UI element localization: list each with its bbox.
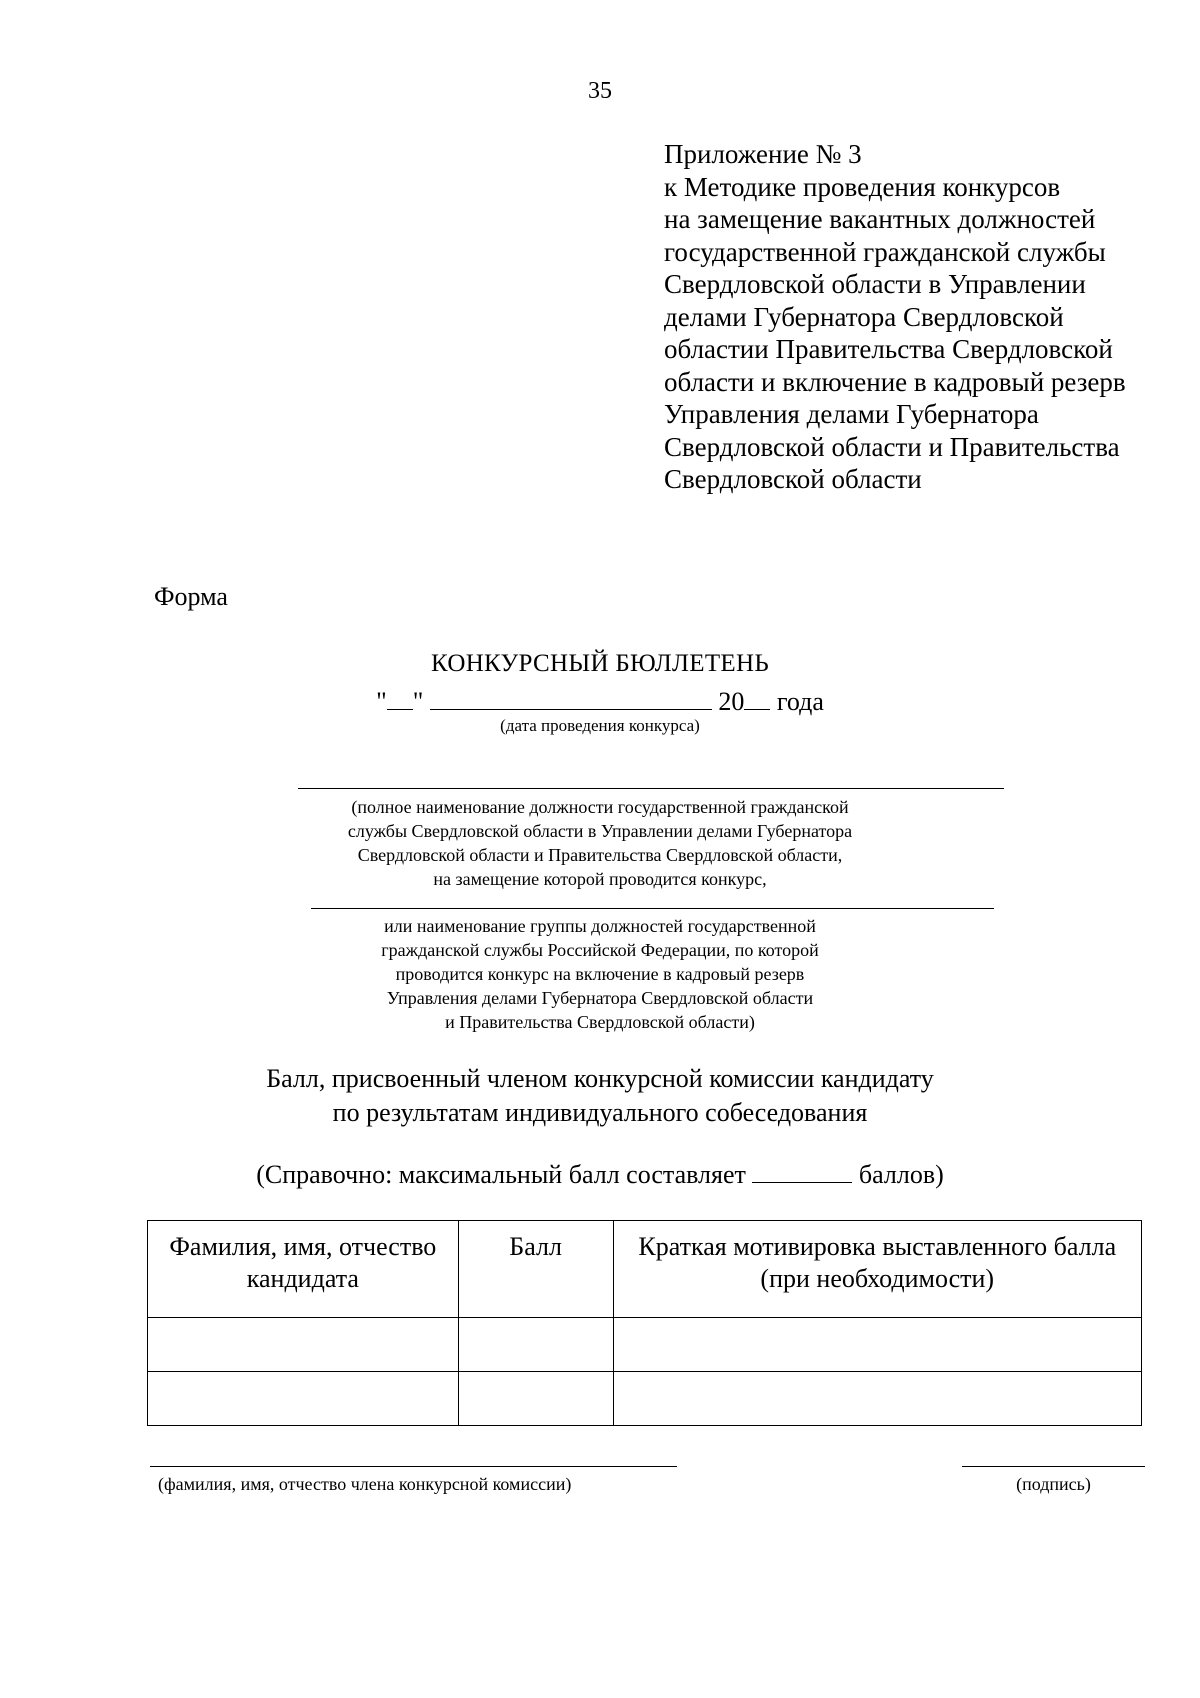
appendix-line: Свердловской области и Правительства (664, 431, 1120, 462)
appendix-block (664, 138, 1126, 496)
appendix-line: Управления делами Губернатора (664, 399, 1039, 429)
position-caption (0, 795, 1200, 891)
form-label: Форма (154, 582, 228, 611)
group-caption (0, 914, 1200, 1034)
group-caption-line: или наименование группы должностей государственной (384, 916, 816, 936)
header-motivation: Краткая мотивировка выставленного балла (при необходимости) (613, 1221, 1141, 1318)
member-name-caption: (фамилия, имя, отчество члена конкурсной комиссии) (158, 1474, 572, 1494)
header-score: Балл (458, 1221, 613, 1318)
appendix-line: государственной гражданской службы (664, 236, 1106, 267)
date-year: 20 (718, 687, 745, 716)
header-candidate-name: Фамилия, имя, отчество кандидата (148, 1221, 459, 1318)
position-caption-line: на замещение которой проводится конкурс, (433, 869, 767, 889)
date-suffix: года (776, 687, 824, 716)
appendix-line: на замещение вакантных должностей (664, 204, 1096, 234)
month-blank[interactable] (430, 683, 712, 710)
date-quote-open: " (376, 687, 387, 716)
appendix-line: Свердловской области в Управлении (664, 269, 1086, 299)
candidate-name-cell[interactable] (148, 1372, 459, 1426)
reference-suffix: баллов) (858, 1160, 944, 1189)
group-caption-line: Управления делами Губернатора Свердловской области (386, 988, 814, 1008)
score-cell[interactable] (458, 1372, 613, 1426)
score-heading (0, 1062, 1200, 1130)
appendix-line: Свердловской области (664, 464, 922, 494)
table-row (148, 1372, 1142, 1426)
table-row (148, 1318, 1142, 1372)
position-caption-line: службы Свердловской области в Управлении делами Губернатора (347, 821, 853, 841)
group-caption-line: и Правительства Свердловской области) (445, 1012, 755, 1032)
score-cell[interactable] (458, 1318, 613, 1372)
motivation-cell[interactable] (613, 1318, 1141, 1372)
reference-prefix: (Справочно: максимальный балл составляет (256, 1160, 746, 1189)
group-caption-line: гражданской службы Российской Федерации, по которой (381, 940, 819, 960)
appendix-line: области и включение в кадровый резерв (664, 366, 1126, 397)
position-name-line[interactable] (298, 788, 1004, 789)
year-blank[interactable] (744, 683, 770, 710)
position-caption-line: (полное наименование должности государственной гражданской (351, 797, 849, 817)
appendix-line: областии Правительства Свердловской (664, 334, 1113, 364)
bulletin-title: КОНКУРСНЫЙ БЮЛЛЕТЕНЬ (430, 650, 770, 677)
date-caption: (дата проведения конкурса) (500, 716, 700, 735)
group-name-line[interactable] (311, 908, 994, 909)
day-blank[interactable] (387, 683, 413, 710)
signature-caption: (подпись) (1016, 1474, 1091, 1494)
max-score-reference (0, 1156, 1200, 1190)
group-caption-line: проводится конкурс на включение в кадровый резерв (395, 964, 805, 984)
appendix-line: делами Губернатора Свердловской (664, 301, 1064, 332)
score-table (147, 1220, 1142, 1426)
score-heading-line: по результатам индивидуального собеседования (332, 1098, 868, 1127)
max-score-blank[interactable] (752, 1156, 852, 1183)
member-name-line[interactable] (150, 1466, 677, 1467)
appendix-line: Приложение № 3 (664, 139, 862, 169)
motivation-cell[interactable] (613, 1372, 1141, 1426)
signature-line[interactable] (962, 1466, 1145, 1467)
page-number: 35 (588, 78, 612, 104)
date-line (0, 683, 1200, 717)
score-heading-line: Балл, присвоенный членом конкурсной комиссии кандидату (266, 1064, 934, 1093)
position-caption-line: Свердловской области и Правительства Свердловской области, (357, 845, 843, 865)
candidate-name-cell[interactable] (148, 1318, 459, 1372)
table-header-row (148, 1221, 1142, 1318)
appendix-line: к Методике проведения конкурсов (664, 171, 1061, 202)
date-quote-close: " (412, 687, 424, 716)
